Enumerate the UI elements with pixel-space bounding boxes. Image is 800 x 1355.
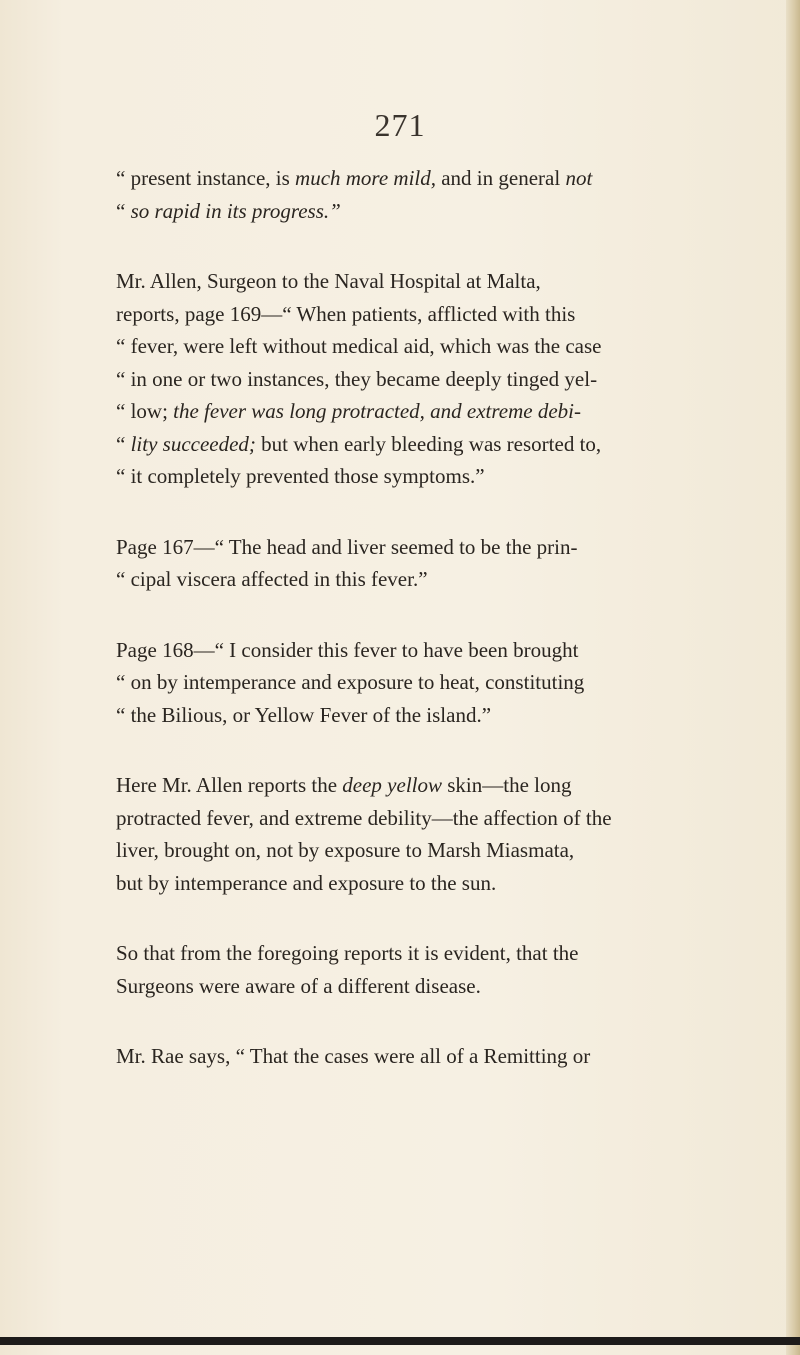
text-run: Mr. Allen, Surgeon to the Naval Hospital at Malta, <box>116 269 541 293</box>
paragraph <box>116 531 646 596</box>
text-run: “ present instance, is <box>116 166 296 190</box>
text-line <box>116 298 646 331</box>
italic-run: much more mild, <box>295 166 436 190</box>
text-line <box>116 395 646 428</box>
paragraph <box>116 1040 646 1073</box>
text-run: Surgeons were aware of a different disease. <box>116 973 481 998</box>
italic-run: not <box>565 166 593 190</box>
text-line <box>116 867 646 900</box>
italic-run: deep yellow <box>342 773 442 797</box>
text-run: “ on by intemperance and exposure to heat, constituting <box>116 670 585 694</box>
page-edge <box>786 0 800 1355</box>
text-run: “ <box>116 431 131 456</box>
text-line <box>116 634 646 667</box>
text-line <box>116 195 646 228</box>
paragraph-gap <box>116 596 646 634</box>
text-line <box>116 531 646 564</box>
text-line <box>116 330 646 363</box>
paragraph-gap <box>116 1002 646 1040</box>
paragraph-gap <box>116 227 646 265</box>
text-line <box>116 802 646 835</box>
text-run: “ in one or two instances, they became deeply tinged yel- <box>116 366 598 391</box>
text-line <box>116 699 646 732</box>
text-run: “ cipal viscera affected in this fever.” <box>116 567 428 591</box>
text-line <box>116 666 646 699</box>
text-line <box>116 162 646 195</box>
text-run: “ low; <box>116 399 174 423</box>
paragraph-gap <box>116 731 646 769</box>
paragraph <box>116 634 646 732</box>
text-line <box>116 834 646 867</box>
text-run: Mr. Rae says, “ That the cases were all of a Remitting or <box>116 1044 591 1068</box>
italic-run: so rapid in its progress.” <box>130 198 341 223</box>
text-line <box>116 769 646 802</box>
text-run: “ fever, were left without medical aid, which was the case <box>116 334 602 358</box>
body-text <box>116 162 646 1073</box>
text-run: reports, page 169—“ When patients, afflicted with this <box>116 301 576 326</box>
text-run: Page 168—“ I consider this fever to have been brought <box>116 637 579 662</box>
text-run: and in general <box>435 166 566 190</box>
bottom-rule <box>0 1337 800 1345</box>
text-line <box>116 563 646 596</box>
italic-run: lity succeeded; <box>130 431 256 456</box>
text-line <box>116 428 646 461</box>
text-line <box>116 1040 646 1073</box>
text-line <box>116 363 646 396</box>
text-line <box>116 937 646 970</box>
page-number: 271 <box>374 107 426 143</box>
text-run: skin—the long <box>442 773 572 797</box>
italic-run: the fever was long protracted, and extreme debi- <box>173 399 581 423</box>
paragraph-gap <box>116 899 646 937</box>
text-run: but when early bleeding was resorted to, <box>255 431 602 456</box>
paragraph <box>116 937 646 1002</box>
text-run: “ it completely prevented those symptoms.” <box>116 464 485 488</box>
text-run: but by intemperance and exposure to the sun. <box>116 870 497 895</box>
text-run: “ the Bilious, or Yellow Fever of the island.” <box>116 702 492 727</box>
text-line <box>116 265 646 298</box>
text-run: “ <box>116 198 131 223</box>
paragraph <box>116 769 646 899</box>
text-line <box>116 970 646 1003</box>
text-run: protracted fever, and extreme debility—the affection of the <box>116 805 612 830</box>
text-run: Here Mr. Allen reports the <box>116 773 343 797</box>
text-run: Page 167—“ The head and liver seemed to be the prin- <box>116 534 578 559</box>
paragraph <box>116 162 646 227</box>
text-line <box>116 460 646 493</box>
text-run: liver, brought on, not by exposure to Marsh Miasmata, <box>116 838 575 862</box>
paragraph <box>116 265 646 493</box>
text-run: So that from the foregoing reports it is evident, that the <box>116 941 579 965</box>
paragraph-gap <box>116 493 646 531</box>
